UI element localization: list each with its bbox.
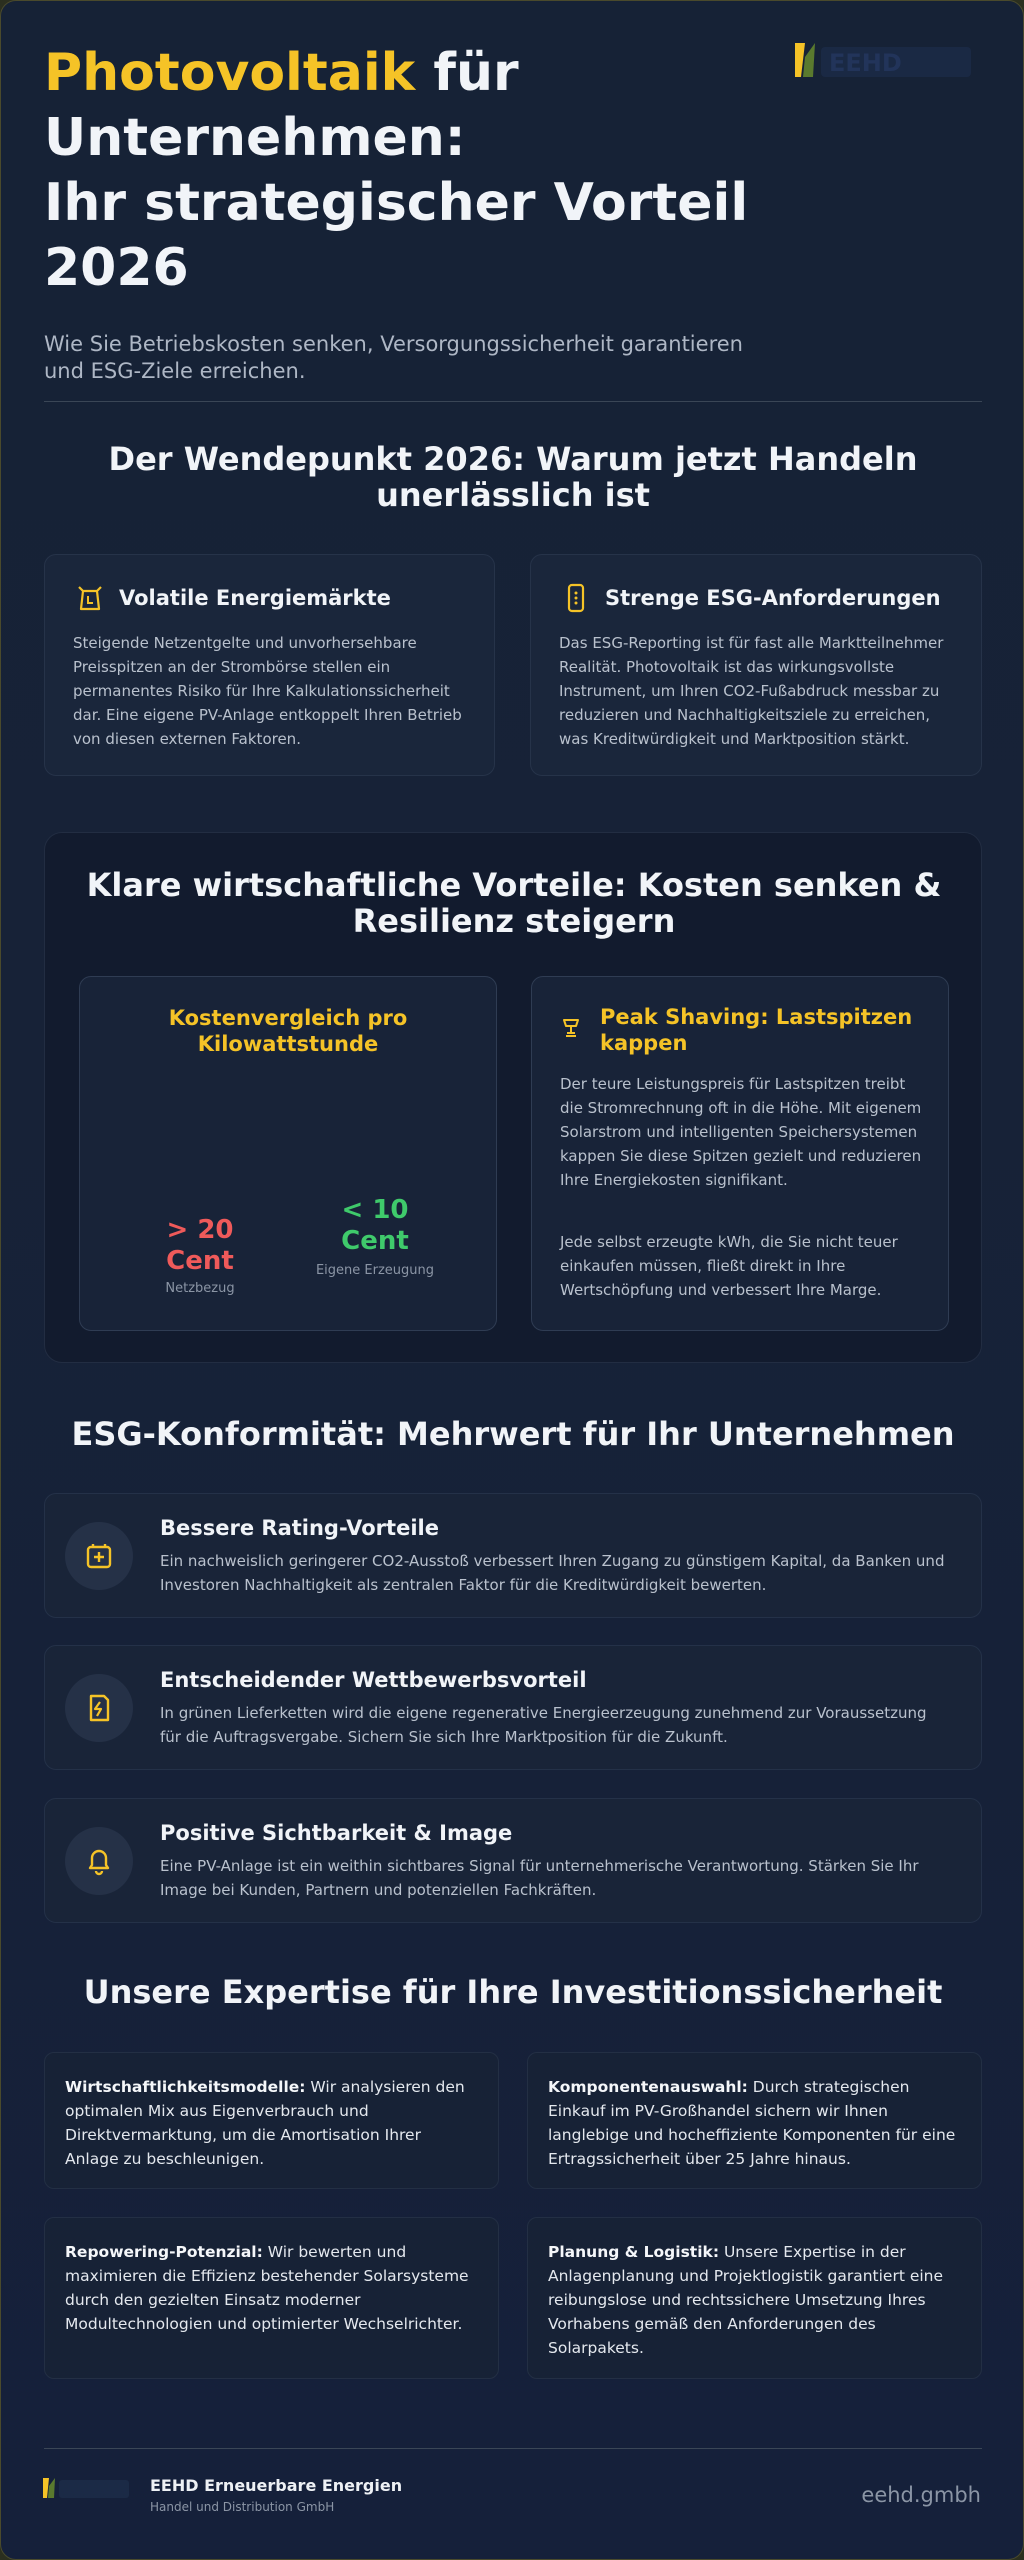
money-bag-icon (73, 581, 107, 615)
expertise-label: Planung & Logistik: (548, 2243, 720, 2261)
footer-divider (44, 2448, 982, 2449)
expertise-text: Durch strategischen Einkauf im PV-Großhandel sichern wir Ihnen langlebige und hocheffiziente Komponenten für eine Ertragssicherheit über 25 Jahre hinaus. (548, 2078, 956, 2168)
title-part: für (415, 43, 519, 103)
card-heading: Strenge ESG-Anforderungen (605, 586, 941, 610)
vorteile-panel (44, 832, 982, 1363)
footer-brand-sub: Handel und Distribution GmbH (150, 2500, 335, 2514)
divider (44, 401, 982, 402)
card-esg-requirements (530, 554, 982, 776)
peak-shaving-card (531, 976, 949, 1331)
expertise-label: Repowering-Potenzial: (65, 2243, 263, 2261)
icon-circle (65, 1827, 133, 1895)
title-line-4: 2026 (44, 238, 189, 298)
card-heading: Volatile Energiemärkte (119, 586, 391, 610)
esg-text: In grünen Lieferketten wird die eigene regenerative Energieerzeugung zunehmend zur Voraussetzung für die Auftragsvergabe. Sichern Sie sich Ihre Marktposition für die Zukunft. (160, 1704, 927, 1746)
esg-heading: Entscheidender Wettbewerbsvorteil (160, 1668, 587, 1692)
comparison-label: Eigene Erzeugung (315, 1263, 435, 1278)
footer-logo (43, 2478, 133, 2502)
section-title-expertise: Unsere Expertise für Ihre Investitionssicherheit (83, 1973, 943, 2011)
esg-text: Ein nachweislich geringerer CO2-Ausstoß verbessert Ihren Zugang zu günstigem Kapital, da Banken und Investoren Nachhaltigkeit als zentralen Faktor für die Kreditwürdigkeit bewerten. (160, 1552, 945, 1594)
esg-item-competition (44, 1645, 982, 1770)
card-text: Das ESG-Reporting ist für fast alle Marktteilnehmer Realität. Photovoltaik ist das wirkungsvollste Instrument, um Ihren CO2-Fußabdruck messbar zu reduzieren und Nachhaltigkeitsziele zu erreichen, was Kreditwürdigkeit und Marktposition stärkt. (559, 634, 944, 748)
icon-circle (65, 1522, 133, 1590)
expertise-item (527, 2052, 982, 2189)
expertise-item (44, 2217, 499, 2379)
card-text: Steigende Netzentgelte und unvorhersehbare Preisspitzen an der Strombörse stellen ein permanentes Risiko für Ihre Kalkulationssicherheit dar. Eine eigene PV-Anlage entkoppelt Ihren Betrieb von diesen externen Faktoren. (73, 634, 462, 748)
expertise-text: Unsere Expertise in der Anlagenplanung und Projektlogistik garantiert eine reibungslose und rechtssichere Umsetzung Ihres Vorhabens gemäß den Anforderungen des Solarpakets. (548, 2243, 944, 2357)
svg-text:EEHD: EEHD (829, 49, 902, 77)
page-title (44, 41, 764, 301)
expertise-text: Wir bewerten und maximieren die Effizienz bestehender Solarsysteme durch den gezielten Einsatz moderner Modultechnologien und optimierter Wechselrichter. (65, 2243, 469, 2333)
expertise-text: Wir analysieren den optimalen Mix aus Eigenverbrauch und Direktvermarktung, um die Amortisation Ihrer Anlage zu beschleunigen. (65, 2078, 465, 2168)
section-title-esg: ESG-Konformität: Mehrwert für Ihr Unternehmen (71, 1415, 955, 1453)
expertise-item (44, 2052, 499, 2189)
expertise-label: Komponentenauswahl: (548, 2078, 748, 2096)
page-subtitle: Wie Sie Betriebskosten senken, Versorgungssicherheit garantieren und ESG-Ziele erreichen. (44, 332, 743, 383)
footer-brand (150, 2476, 402, 2514)
peak-heading: Peak Shaving: Lastspitzen kappen (600, 1005, 913, 1055)
header (44, 41, 764, 385)
tablet-bolt-icon (82, 1691, 116, 1725)
footer-brand-name: EEHD Erneuerbare Energien (150, 2476, 403, 2495)
lamp-icon (560, 1017, 582, 1039)
company-logo (795, 43, 985, 83)
cost-comparison-card (79, 976, 497, 1331)
bell-icon (82, 1844, 116, 1878)
esg-item-rating (44, 1493, 982, 1618)
title-accent: Photovoltaik (44, 43, 416, 103)
comparison-label: Netzbezug (165, 1281, 235, 1296)
document-icon (559, 581, 593, 615)
battery-plus-icon (82, 1539, 116, 1573)
comparison-value: > 20 Cent (166, 1215, 234, 1276)
esg-heading: Bessere Rating-Vorteile (160, 1516, 439, 1540)
footer-url[interactable]: eehd.gmbh (861, 2483, 981, 2507)
esg-text: Eine PV-Anlage ist ein weithin sichtbares Signal für unternehmerische Verantwortung. Stärken Sie Ihr Image bei Kunden, Partnern und potenziellen Fachkräften. (160, 1857, 919, 1899)
esg-heading: Positive Sichtbarkeit & Image (160, 1821, 513, 1845)
title-line-3: Ihr strategischer Vorteil (44, 173, 749, 233)
section-title-wendepunkt: Der Wendepunkt 2026: Warum jetzt Handeln unerlässlich ist (108, 440, 918, 514)
comparison-heading: Kostenvergleich pro Kilowattstunde (168, 1006, 408, 1056)
comparison-value: < 10 Cent (341, 1195, 409, 1256)
title-line-2: Unternehmen: (44, 108, 466, 168)
icon-circle (65, 1674, 133, 1742)
comparison-item-grid (130, 1215, 270, 1296)
peak-text-1: Der teure Leistungspreis für Lastspitzen treibt die Stromrechnung oft in die Höhe. Mit eigenem Solarstrom und intelligenten Speichersystemen kappen Sie diese Spitzen gezielt und reduzieren Ihre Energiekosten signifikant. (560, 1075, 922, 1189)
expertise-label: Wirtschaftlichkeitsmodelle: (65, 2078, 306, 2096)
expertise-item (527, 2217, 982, 2379)
card-volatile-markets (44, 554, 495, 776)
comparison-item-own (305, 1195, 445, 1281)
peak-text-2: Jede selbst erzeugte kWh, die Sie nicht teuer einkaufen müssen, fließt direkt in Ihre Wertschöpfung und verbessert Ihre Marge. (560, 1233, 898, 1299)
esg-item-image (44, 1798, 982, 1923)
section-title-vorteile: Klare wirtschaftliche Vorteile: Kosten senken & Resilienz steigern (86, 866, 942, 940)
